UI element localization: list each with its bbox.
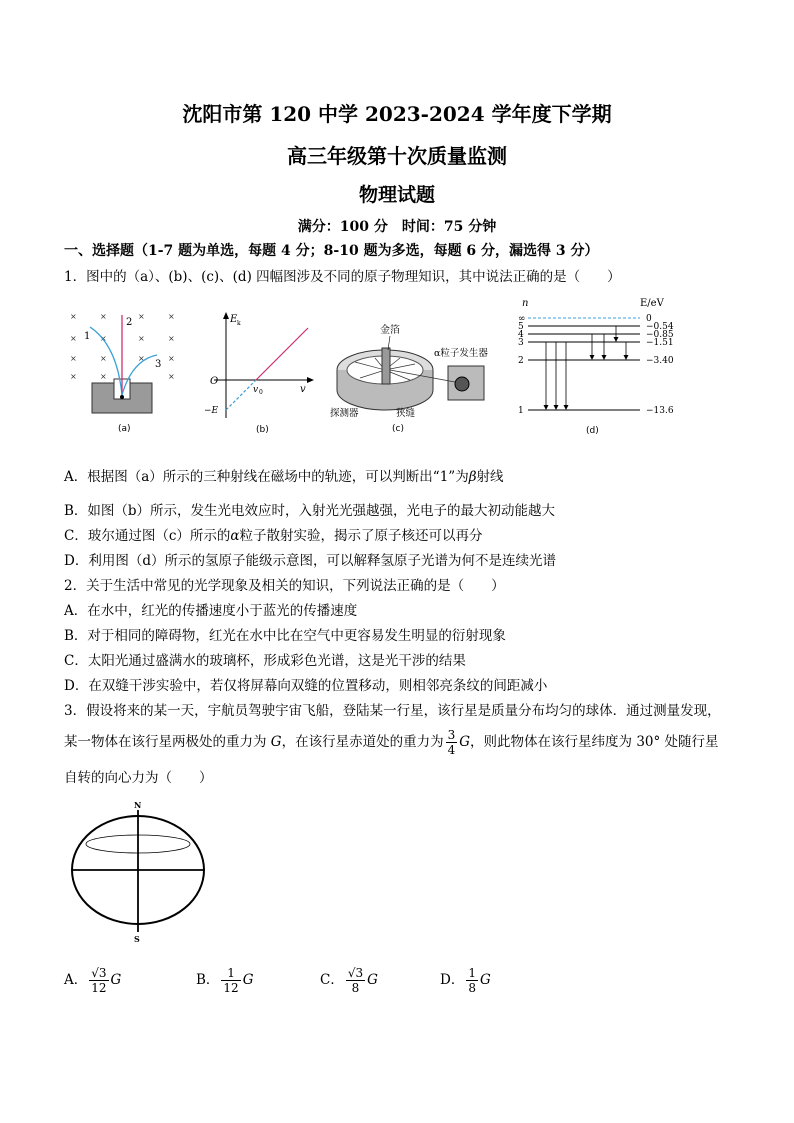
energy-level-n: 2	[518, 356, 524, 366]
energy-level-n: 5	[518, 322, 524, 332]
transition-arrowhead	[544, 405, 549, 410]
energy-level-e: −0.54	[646, 322, 674, 332]
svg-text:×: ×	[100, 354, 107, 363]
fig-b-neg: −E	[204, 406, 219, 416]
fig-b-v0sub: 0	[259, 389, 263, 396]
q2-stem: 2．关于生活中常见的光学现象及相关的知识，下列说法正确的是（ ）	[64, 578, 505, 594]
fig-a-label-3: 3	[155, 359, 162, 370]
fig-b-ysub: k	[237, 320, 241, 327]
exam-title: 高三年级第十次质量监测	[287, 144, 507, 168]
fig-a-caption: (a)	[118, 424, 131, 434]
planet-globe-figure	[66, 798, 211, 943]
figure-d-energy-levels	[512, 296, 682, 436]
energy-level-n: 4	[518, 330, 524, 340]
fig-c-foil: 金箔	[380, 325, 400, 336]
fig-a-label-2: 2	[126, 317, 133, 328]
svg-text:×: ×	[70, 312, 77, 321]
q3-line-3: 自转的向心力为（ ）	[64, 770, 213, 786]
fig-d-n-label: n	[522, 298, 529, 309]
fig-c-detector: 探测器	[330, 408, 359, 419]
svg-text:×: ×	[70, 334, 77, 343]
energy-level-n: 1	[518, 406, 524, 416]
figure-c-rutherford-apparatus	[330, 318, 510, 436]
svg-text:×: ×	[168, 334, 175, 343]
transition-arrowhead	[564, 405, 569, 410]
fig-c-slit: 狭缝	[396, 408, 416, 419]
transition-arrowhead	[602, 355, 607, 360]
q2-option-c: C．太阳光通过盛满水的玻璃杯，形成彩色光谱，这是光干涉的结果	[64, 653, 466, 669]
fig-b-xlabel: v	[300, 384, 306, 395]
svg-text:×: ×	[138, 312, 145, 321]
school-title: 沈阳市第 120 中学 2023-2024 学年度下学期	[182, 102, 612, 126]
energy-level-e: −3.40	[646, 356, 674, 366]
fig-d-e-label: E/eV	[640, 298, 664, 309]
q1-option-c: C．玻尔通过图（c）所示的α粒子散射实验，揭示了原子核还可以再分	[64, 528, 483, 544]
fig-b-ylabel: E	[230, 314, 238, 325]
q1-option-b: B．如图（b）所示，发生光电效应时，入射光光强越强，光电子的最大初动能越大	[64, 503, 556, 519]
fig-b-caption: (b)	[256, 425, 269, 435]
q3-line-1: 3．假设将来的某一天，宇航员驾驶宇宙飞船，登陆某一行星，该行星是质量分布均匀的球体．通过测量发现，	[64, 703, 721, 719]
fig-b-v0: v	[253, 385, 259, 395]
fraction-three-quarters: $\frac{3}{4}$	[447, 728, 456, 757]
svg-text:×: ×	[138, 354, 145, 363]
fig-a-label-1: 1	[84, 331, 91, 342]
svg-text:×: ×	[168, 372, 175, 381]
q1-stem: 1．图中的（a）、(b)、(c)、(d) 四幅图涉及不同的原子物理知识，其中说法正确的是（ ）	[64, 269, 621, 285]
transition-arrowhead	[614, 337, 619, 342]
section-title: 一、选择题（1-7 题为单选，每题 4 分；8-10 题为多选，每题 6 分，漏选得 3 分）	[64, 243, 599, 259]
energy-level-n: 3	[518, 338, 524, 348]
energy-level-e: −0.85	[646, 330, 674, 340]
svg-text:×: ×	[100, 372, 107, 381]
subject-title: 物理试题	[358, 184, 435, 206]
energy-level-n: ∞	[518, 314, 526, 324]
q2-option-d: D．在双缝干涉实验中，若仅将屏幕向双缝的位置移动，则相邻亮条纹的间距减小	[64, 678, 548, 694]
svg-text:×: ×	[100, 312, 107, 321]
q1-option-d: D．利用图（d）所示的氢原子能级示意图，可以解释氢原子光谱为何不是连续光谱	[64, 553, 556, 569]
fig-c-source: α粒子发生器	[434, 348, 488, 359]
transition-arrowhead	[590, 355, 595, 360]
svg-text:×: ×	[100, 334, 107, 343]
svg-text:×: ×	[70, 354, 77, 363]
svg-text:×: ×	[70, 372, 77, 381]
transition-arrowhead	[624, 355, 629, 360]
q2-option-a: A．在水中，红光的传播速度小于蓝光的传播速度	[64, 603, 358, 619]
q2-option-b: B．对于相同的障碍物，红光在水中比在空气中更容易发生明显的衍射现象	[64, 628, 506, 644]
exam-meta: 满分：100 分 时间：75 分钟	[297, 219, 497, 235]
q3-option: C． $\frac{√3}{8}$ G	[320, 966, 378, 995]
figure-a-magnetic-field	[62, 305, 192, 435]
svg-text:×: ×	[138, 334, 145, 343]
energy-level-e: −1.51	[646, 338, 674, 348]
q3-option: D． $\frac{1}{8}$ G	[440, 966, 491, 995]
energy-level-e: 0	[646, 314, 652, 324]
q3-line-2: 某一物体在该行星两极处的重力为 G，在该行星赤道处的重力为 $\frac{3}{4}$ G，则此物体在该行星纬度为 30° 处随行星	[64, 728, 719, 757]
svg-text:×: ×	[168, 312, 175, 321]
energy-level-e: −13.6	[646, 406, 674, 416]
transition-arrowhead	[554, 405, 559, 410]
globe-south: S	[134, 934, 140, 943]
q3-option: A． $\frac{√3}{12}$ G	[64, 966, 122, 995]
fig-c-caption: (c)	[392, 424, 404, 434]
figure-b-photoelectric-graph	[200, 308, 320, 436]
q1-option-a: A．根据图（a）所示的三种射线在磁场中的轨迹，可以判断出“1”为β射线	[64, 469, 504, 485]
globe-north: N	[134, 800, 142, 810]
q3-option: B． $\frac{1}{12}$ G	[196, 966, 254, 995]
fig-d-caption: (d)	[586, 426, 599, 436]
fig-b-origin: O	[210, 376, 219, 387]
svg-text:×: ×	[168, 354, 175, 363]
